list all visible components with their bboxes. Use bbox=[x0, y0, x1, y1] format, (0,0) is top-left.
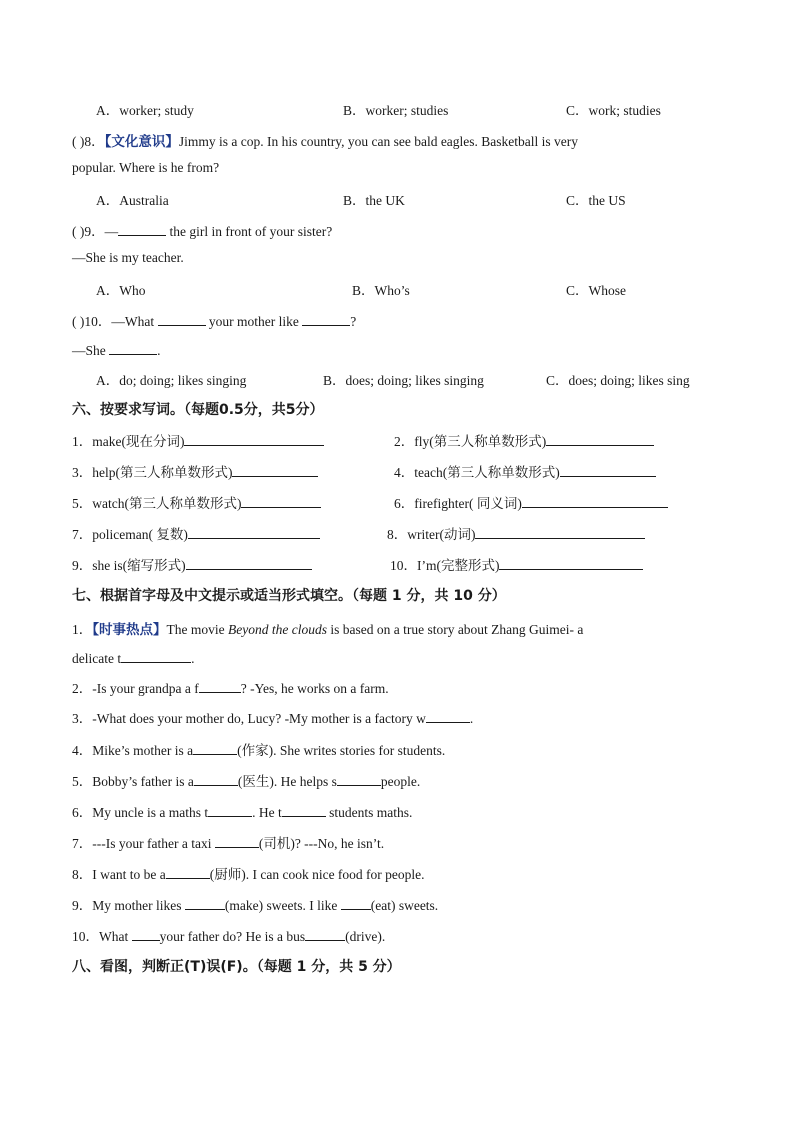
s7-question-2 bbox=[72, 677, 389, 697]
question-text: 5．Bobby’s father is a bbox=[72, 774, 194, 789]
s7-question-9 bbox=[72, 894, 438, 914]
item-label: 9．she is(缩写形式) bbox=[72, 558, 186, 573]
fill-blank[interactable] bbox=[109, 340, 157, 355]
question-text: (eat) sweets. bbox=[370, 898, 439, 913]
fill-blank[interactable] bbox=[158, 311, 206, 326]
q8-option-c: C．the US bbox=[566, 193, 626, 208]
question-text: The movie bbox=[166, 622, 228, 637]
item-label: 5．watch(第三人称单数形式) bbox=[72, 496, 242, 511]
question-text: . He t bbox=[252, 805, 282, 820]
fill-blank[interactable] bbox=[186, 555, 312, 570]
question-text: (作家). She writes stories for students. bbox=[237, 743, 446, 758]
fill-blank[interactable] bbox=[185, 895, 225, 910]
q10-option-b: B．does; doing; likes singing bbox=[323, 373, 484, 388]
question-text: 10．What bbox=[72, 929, 132, 944]
section-6-header: 六、按要求写词。（每题0.5分，共5分） bbox=[72, 402, 324, 418]
movie-title: Beyond the clouds bbox=[227, 622, 327, 637]
fill-blank[interactable] bbox=[188, 524, 320, 539]
fill-blank[interactable] bbox=[199, 678, 241, 693]
s6-item-10 bbox=[390, 554, 643, 574]
fill-blank[interactable] bbox=[305, 926, 345, 941]
q9-option-a: A．Who bbox=[96, 283, 146, 298]
answer-paren: ( )10． bbox=[72, 314, 112, 329]
question-text: 2．-Is your grandpa a f bbox=[72, 681, 199, 696]
fill-blank[interactable] bbox=[341, 895, 371, 910]
fill-blank[interactable] bbox=[546, 431, 654, 446]
fill-blank[interactable] bbox=[215, 833, 259, 848]
question-text: is based on a true story about Zhang Guimei- a bbox=[326, 622, 584, 637]
answer-paren: ( )8． bbox=[72, 134, 105, 149]
answer-paren: ( )9． bbox=[72, 224, 105, 239]
fill-blank[interactable] bbox=[121, 648, 191, 663]
question-text: (make) sweets. I like bbox=[224, 898, 341, 913]
question-10 bbox=[72, 310, 356, 330]
q9-option-c: C．Whose bbox=[566, 283, 626, 298]
fill-blank[interactable] bbox=[282, 802, 326, 817]
section-8-header: 八、看图，判断正(T)误(F)。（每题 1 分，共 5 分） bbox=[72, 959, 401, 975]
s6-item-4 bbox=[394, 461, 656, 481]
s7-question-1 bbox=[72, 618, 583, 638]
question-text: students maths. bbox=[325, 805, 413, 820]
s6-item-9 bbox=[72, 554, 312, 574]
q10-option-c: C．does; doing; likes sing bbox=[546, 373, 690, 388]
item-label: 6．firefighter( 同义词) bbox=[394, 496, 522, 511]
dash: — bbox=[104, 224, 119, 239]
fill-blank[interactable] bbox=[184, 431, 324, 446]
question-8-line2: popular. Where is he from? bbox=[72, 160, 220, 175]
s7-question-5 bbox=[72, 770, 420, 790]
period: . bbox=[157, 343, 161, 358]
s7-question-8 bbox=[72, 863, 425, 883]
question-text: the girl in front of your sister? bbox=[166, 224, 333, 239]
question-text: 8．I want to be a bbox=[72, 867, 166, 882]
question-10-answer bbox=[72, 340, 161, 359]
question-text: (医生). He helps s bbox=[237, 774, 337, 789]
question-text: people. bbox=[380, 774, 421, 789]
item-label: 7．policeman( 复数) bbox=[72, 527, 188, 542]
s6-item-8 bbox=[387, 523, 645, 543]
period: . bbox=[469, 711, 474, 726]
q9-option-b: B．Who’s bbox=[352, 283, 410, 298]
question-text: delicate t bbox=[72, 651, 122, 666]
fill-blank[interactable] bbox=[499, 555, 643, 570]
q7-option-b: B．worker; studies bbox=[343, 103, 449, 118]
s7-question-6 bbox=[72, 801, 412, 821]
q10-option-a: A．do; doing; likes singing bbox=[96, 373, 247, 388]
current-events-tag: 【时事热点】 bbox=[92, 622, 167, 637]
s7-question-4 bbox=[72, 739, 445, 759]
question-text: Jimmy is a cop. In his country, you can see bald eagles. Basketball is very bbox=[178, 134, 579, 149]
s6-item-1 bbox=[72, 430, 324, 450]
s7-question-7 bbox=[72, 832, 384, 852]
q7-option-a: A．worker; study bbox=[96, 103, 194, 118]
s6-item-3 bbox=[72, 461, 318, 481]
question-text: your mother like bbox=[205, 314, 303, 329]
fill-blank[interactable] bbox=[194, 771, 238, 786]
s6-item-2 bbox=[394, 430, 654, 450]
question-mark: ? bbox=[350, 314, 357, 329]
question-text: 3．-What does your mother do, Lucy? -My mother is a factory w bbox=[72, 711, 426, 726]
fill-blank[interactable] bbox=[166, 864, 210, 879]
answer-text: —She bbox=[72, 343, 110, 358]
fill-blank[interactable] bbox=[118, 221, 166, 236]
question-number: 1． bbox=[72, 622, 93, 637]
question-text: —What bbox=[111, 314, 158, 329]
s7-question-3 bbox=[72, 707, 473, 727]
culture-tag: 【文化意识】 bbox=[104, 134, 179, 149]
question-text: 6．My uncle is a maths t bbox=[72, 805, 209, 820]
question-text: your father do? He is a bus bbox=[159, 929, 306, 944]
fill-blank[interactable] bbox=[337, 771, 381, 786]
q8-option-b: B．the UK bbox=[343, 193, 405, 208]
item-label: 4．teach(第三人称单数形式) bbox=[394, 465, 560, 480]
question-text: 4．Mike’s mother is a bbox=[72, 743, 194, 758]
question-text: 7．---Is your father a taxi bbox=[72, 836, 215, 851]
fill-blank[interactable] bbox=[208, 802, 252, 817]
fill-blank[interactable] bbox=[522, 493, 668, 508]
s6-item-7 bbox=[72, 523, 320, 543]
question-text: 9．My mother likes bbox=[72, 898, 185, 913]
item-label: 2．fly(第三人称单数形式) bbox=[394, 434, 547, 449]
question-9-answer: —She is my teacher. bbox=[72, 250, 184, 265]
item-label: 1．make(现在分词) bbox=[72, 434, 185, 449]
item-label: 10．I’m(完整形式) bbox=[390, 558, 500, 573]
s7-question-10 bbox=[72, 925, 385, 945]
fill-blank[interactable] bbox=[241, 493, 321, 508]
item-label: 3．help(第三人称单数形式) bbox=[72, 465, 233, 480]
s6-item-6 bbox=[394, 492, 668, 512]
question-text: ? -Yes, he works on a farm. bbox=[240, 681, 389, 696]
question-text: (司机)? ---No, he isn’t. bbox=[258, 836, 385, 851]
fill-blank[interactable] bbox=[232, 462, 318, 477]
fill-blank[interactable] bbox=[475, 524, 645, 539]
s7-question-1-line2 bbox=[72, 648, 194, 667]
section-7-header: 七、根据首字母及中文提示或适当形式填空。（每题 1 分，共 10 分） bbox=[72, 588, 506, 604]
question-text: (drive). bbox=[345, 929, 386, 944]
q7-option-c: C．work; studies bbox=[566, 103, 661, 118]
period: . bbox=[191, 651, 195, 666]
question-text: (厨师). I can cook nice food for people. bbox=[209, 867, 425, 882]
fill-blank[interactable] bbox=[560, 462, 656, 477]
question-8 bbox=[72, 130, 712, 150]
fill-blank[interactable] bbox=[132, 926, 160, 941]
fill-blank[interactable] bbox=[193, 740, 237, 755]
s6-item-5 bbox=[72, 492, 321, 512]
fill-blank[interactable] bbox=[302, 311, 350, 326]
fill-blank[interactable] bbox=[426, 708, 470, 723]
q8-option-a: A．Australia bbox=[96, 193, 169, 208]
item-label: 8．writer(动词) bbox=[387, 527, 476, 542]
question-9 bbox=[72, 220, 332, 240]
